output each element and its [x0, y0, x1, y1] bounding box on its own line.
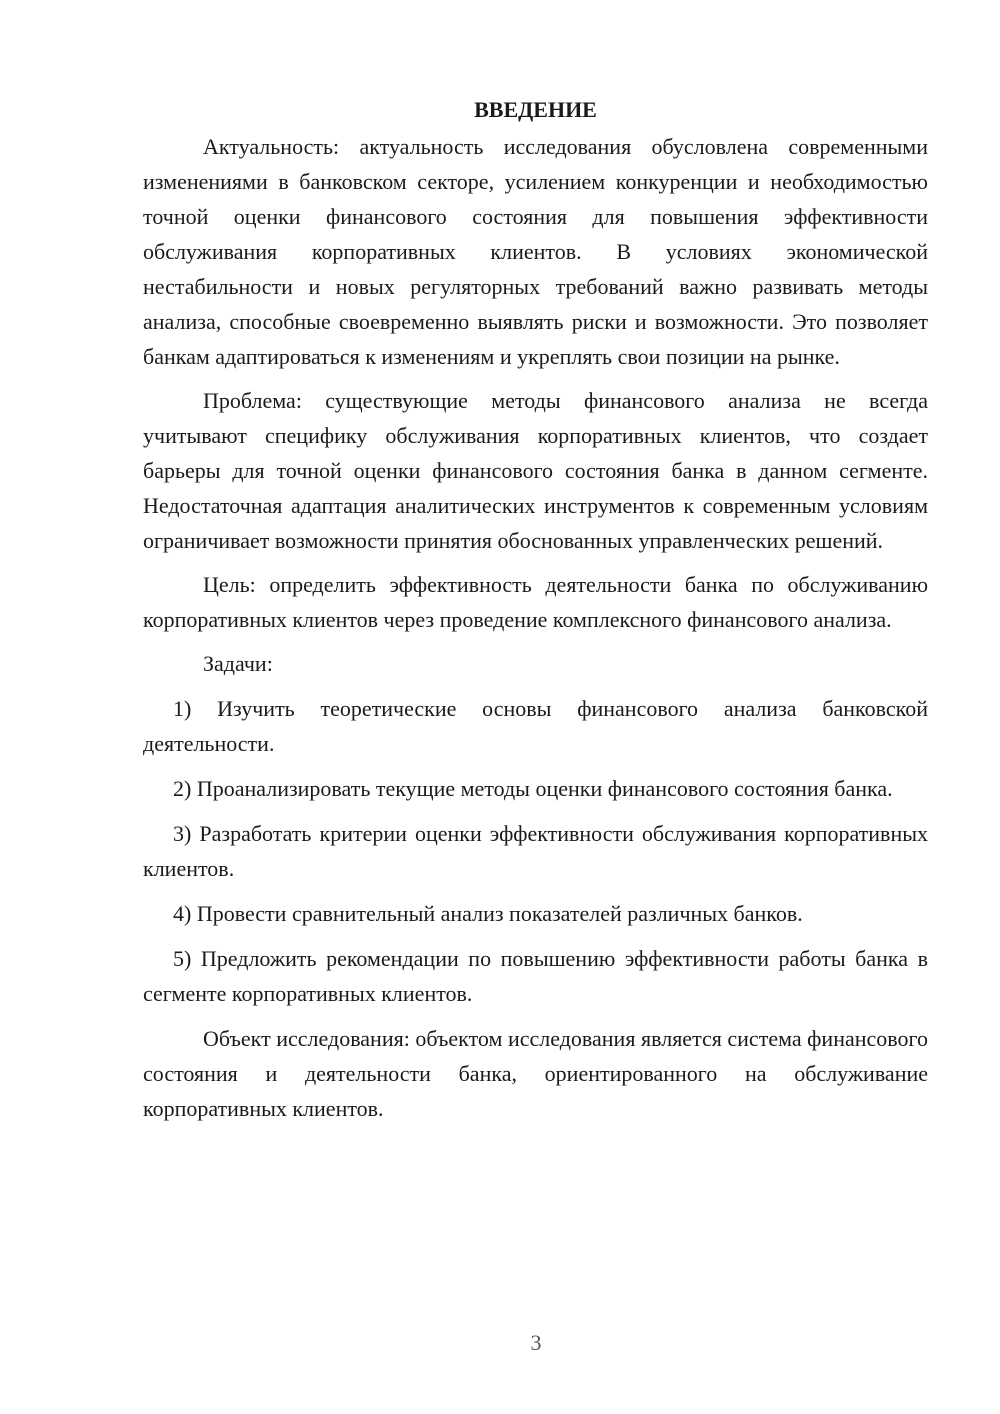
object-paragraph: Объект исследования: объектом исследования является система финансового состояния и деятельности банка, ориентированного на обслуживание корпоративных клиентов.	[143, 1026, 928, 1121]
document-page	[143, 92, 928, 1135]
relevance-paragraph: Актуальность: актуальность исследования обусловлена современными изменениями в банковском секторе, усилением конкуренции и необходимостью точной оценки финансового состояния для повышения эффективности обслуживания корпоративных клиентов. В условиях экономической нестабильности и новых регуляторных требований важно развивать методы анализа, способные своевременно выявлять риски и возможности. Это позволяет банкам адаптироваться к изменениям и укреплять свои позиции на рынке.	[143, 134, 928, 369]
tasks-heading: Задачи:	[203, 651, 273, 676]
task-item-5: 5) Предложить рекомендации по повышению эффективности работы банка в сегменте корпоративных клиентов.	[143, 946, 928, 1006]
task-item-3: 3) Разработать критерии оценки эффективности обслуживания корпоративных клиентов.	[143, 821, 928, 881]
task-item-1: 1) Изучить теоретические основы финансового анализа банковской деятельности.	[143, 696, 928, 756]
page-number: 3	[530, 1330, 542, 1355]
section-heading: ВВЕДЕНИЕ	[474, 97, 597, 122]
task-item-4: 4) Провести сравнительный анализ показателей различных банков.	[173, 901, 803, 926]
task-item-2: 2) Проанализировать текущие методы оценки финансового состояния банка.	[173, 776, 893, 801]
goal-paragraph: Цель: определить эффективность деятельности банка по обслуживанию корпоративных клиентов через проведение комплексного финансового анализа.	[143, 572, 928, 632]
problem-paragraph: Проблема: существующие методы финансового анализа не всегда учитывают специфику обслуживания корпоративных клиентов, что создает барьеры для точной оценки финансового состояния банка в данном сегменте. Недостаточная адаптация аналитических инструментов к современным условиям ограничивает возможности принятия обоснованных управленческих решений.	[143, 388, 928, 553]
